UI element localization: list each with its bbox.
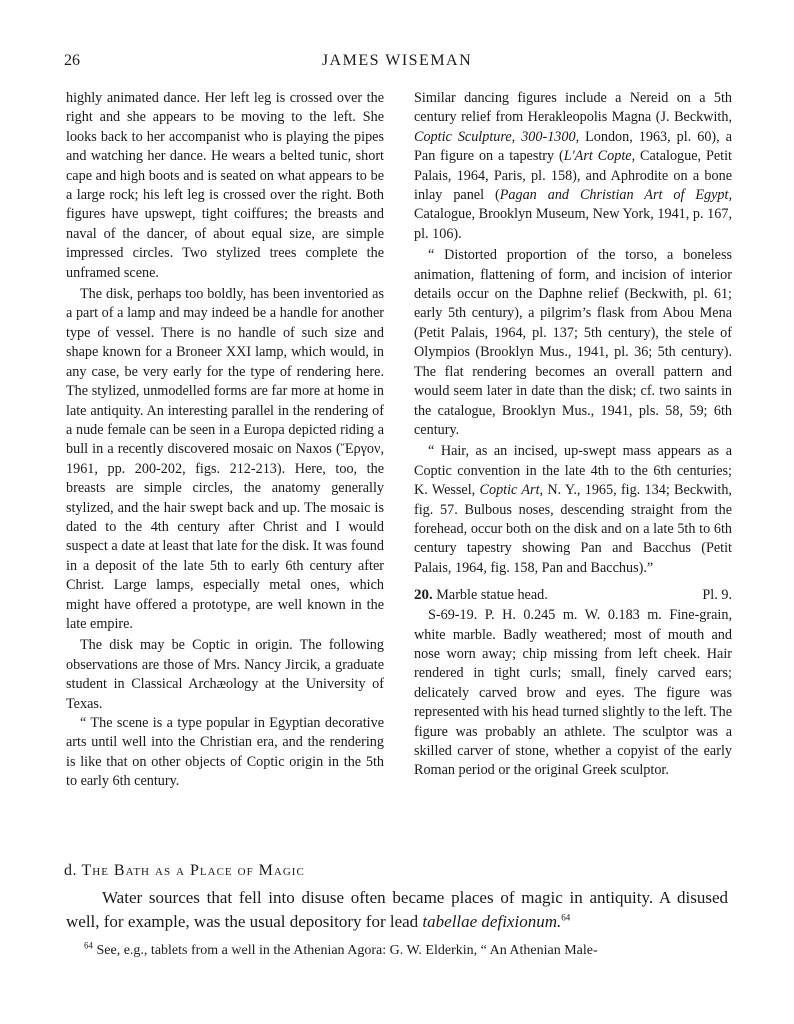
latin-term: tabellae defixionum. [422, 912, 562, 931]
text-run: “ Hair, as an incised, up-swept mass appears as a Coptic convention in the late 4th to the 6th centuries; K. Wessel, [414, 443, 732, 499]
book-title: Coptic Sculpture, 300-1300, [414, 128, 580, 145]
text-run: Catalogue, Brooklyn Museum, New York, 1941, p. 167, pl. 106). [414, 206, 732, 242]
left-paragraph-1: highly animated dance. Her left leg is crossed over the right and she appears to be moving to the left. She looks back to her accompanist who is playing the pipes and watching her dance. He wears a belted tunic, short cape and high boots and is seated on what appears to be a large rock; his left leg is crossed over the right. Both figures have upswept, tight coiffures; the breasts and naval of the dancer, of about equal size, are simple impressed circles. Two stylized trees complete the unframed scene. [66, 90, 384, 281]
footnote-text [66, 942, 728, 960]
footnote-number: 64 [84, 940, 93, 951]
page-number: 26 [64, 52, 80, 69]
body-paragraph [66, 886, 728, 934]
text-run: London, 1963, pl. 60), a Pan figure on a tapestry ( [414, 128, 732, 165]
section-letter: d. [64, 862, 77, 879]
body-paragraph-text [66, 886, 728, 934]
right-column [414, 89, 732, 781]
book-title: Pagan and Christian Art of Egypt, [499, 187, 732, 204]
right-paragraph-2: “ Distorted proportion of the torso, a boneless animation, flattening of form, and incision of interior details occur on the Daphne relief (Beckwith, pl. 61; early 5th century), a pilgrim’s flask from Abou Mena (Petit Palais, 1964, pl. 137; 5th century), the stele of Olympios (Brooklyn Mus., 1941, pl. 36; 5th century). The flat rendering becomes an overall pattern and would seem later in date than the disk; cf. two saints in the catalogue, Brooklyn Mus., 1941, pls. 58, 59; 6th century. [414, 247, 732, 438]
text-run: N. Y., 1965, fig. 134; Beckwith, fig. 57. Bulbous noses, descending straight from the forehead, occur both on the disk and on a late 5th to 6th century tapestry showing Pan and Bacchus (Petit Palais, 1964, fig. 158, Pan and Bacchus).” [414, 482, 732, 576]
right-paragraph-3 [414, 442, 732, 578]
footnote [66, 942, 728, 960]
entry-plate: Pl. 9. [702, 587, 732, 604]
text-run: Water sources that fell into disuse often became places of magic in antiquity. A disused well, for example, was the usual depository for lead [66, 888, 728, 931]
page-header [64, 52, 730, 76]
text-run: See, e.g., tablets from a well in the Athenian Agora: G. W. Elderkin, “ An Athenian Male- [96, 943, 598, 958]
section-heading [64, 862, 305, 880]
left-paragraph-3: The disk may be Coptic in origin. The following observations are those of Mrs. Nancy Jircik, a graduate student in Classical Archæology at the University of Texas. [66, 637, 384, 712]
section-title: The Bath as a Place of Magic [81, 862, 305, 879]
text-run: Similar dancing figures include a Nereid on a 5th century relief from Herakleopolis Magna (J. Beckwith, [414, 90, 732, 126]
book-title: Coptic Art, [479, 482, 544, 499]
right-paragraph-1 [414, 89, 732, 244]
catalogue-entry-heading [414, 586, 732, 606]
running-head: JAMES WISEMAN [321, 52, 473, 69]
left-column [66, 89, 384, 792]
book-title: L'Art Copte, [563, 148, 636, 165]
entry-description: S-69-19. P. H. 0.245 m. W. 0.183 m. Fine-grain, white marble. Badly weathered; most of mouth and nose worn away; chip missing from left cheek. Hair rendered in tight curls; small, finely carved ears; delicately carved brow and eyes. The figure was represented with his head turned slightly to the left. The figure was probably an athlete. The sculptor was a skilled carver of stone, whether a copyist of the early Roman period or the original Greek sculptor. [414, 607, 732, 779]
left-paragraph-4: “ The scene is a type popular in Egyptian decorative arts until well into the Christian era, and the rendering is like that on other objects of Coptic origin in the 5th to early 6th century. [66, 715, 384, 790]
text-run: Catalogue, Petit Palais, 1964, Paris, pl. 158), and Aphrodite on a bone inlay panel ( [414, 148, 732, 204]
footnote-reference: 64 [561, 912, 571, 923]
entry-title: Marble statue head. [436, 587, 548, 604]
entry-number: 20. [414, 587, 433, 604]
left-paragraph-2: The disk, perhaps too boldly, has been inventoried as a part of a lamp and may indeed be a handle for another type of vessel. There is no handle of such size and shape known for a Broneer XXI lamp, which would, in any case, be very early for the type of rendering here. The stylized, unmodelled forms are far more at home in late antiquity. An interesting parallel in the rendering of a nude female can be seen in a Europa depicted riding a bull in a recently discovered mosaic on Naxos (Ἔργον, 1961, pp. 200-202, figs. 212-213). Here, too, the breasts are simple circles, the anatomy generally stylized, and the hair swept back and up. The mosaic is dated to the 4th century after Christ and I would suspect a date at least that late for the disk. It was found in a deposit of the late 5th to early 6th century after Christ. Large lamps, especially metal ones, which might have offered a prototype, are well known in the late empire. [66, 286, 384, 632]
